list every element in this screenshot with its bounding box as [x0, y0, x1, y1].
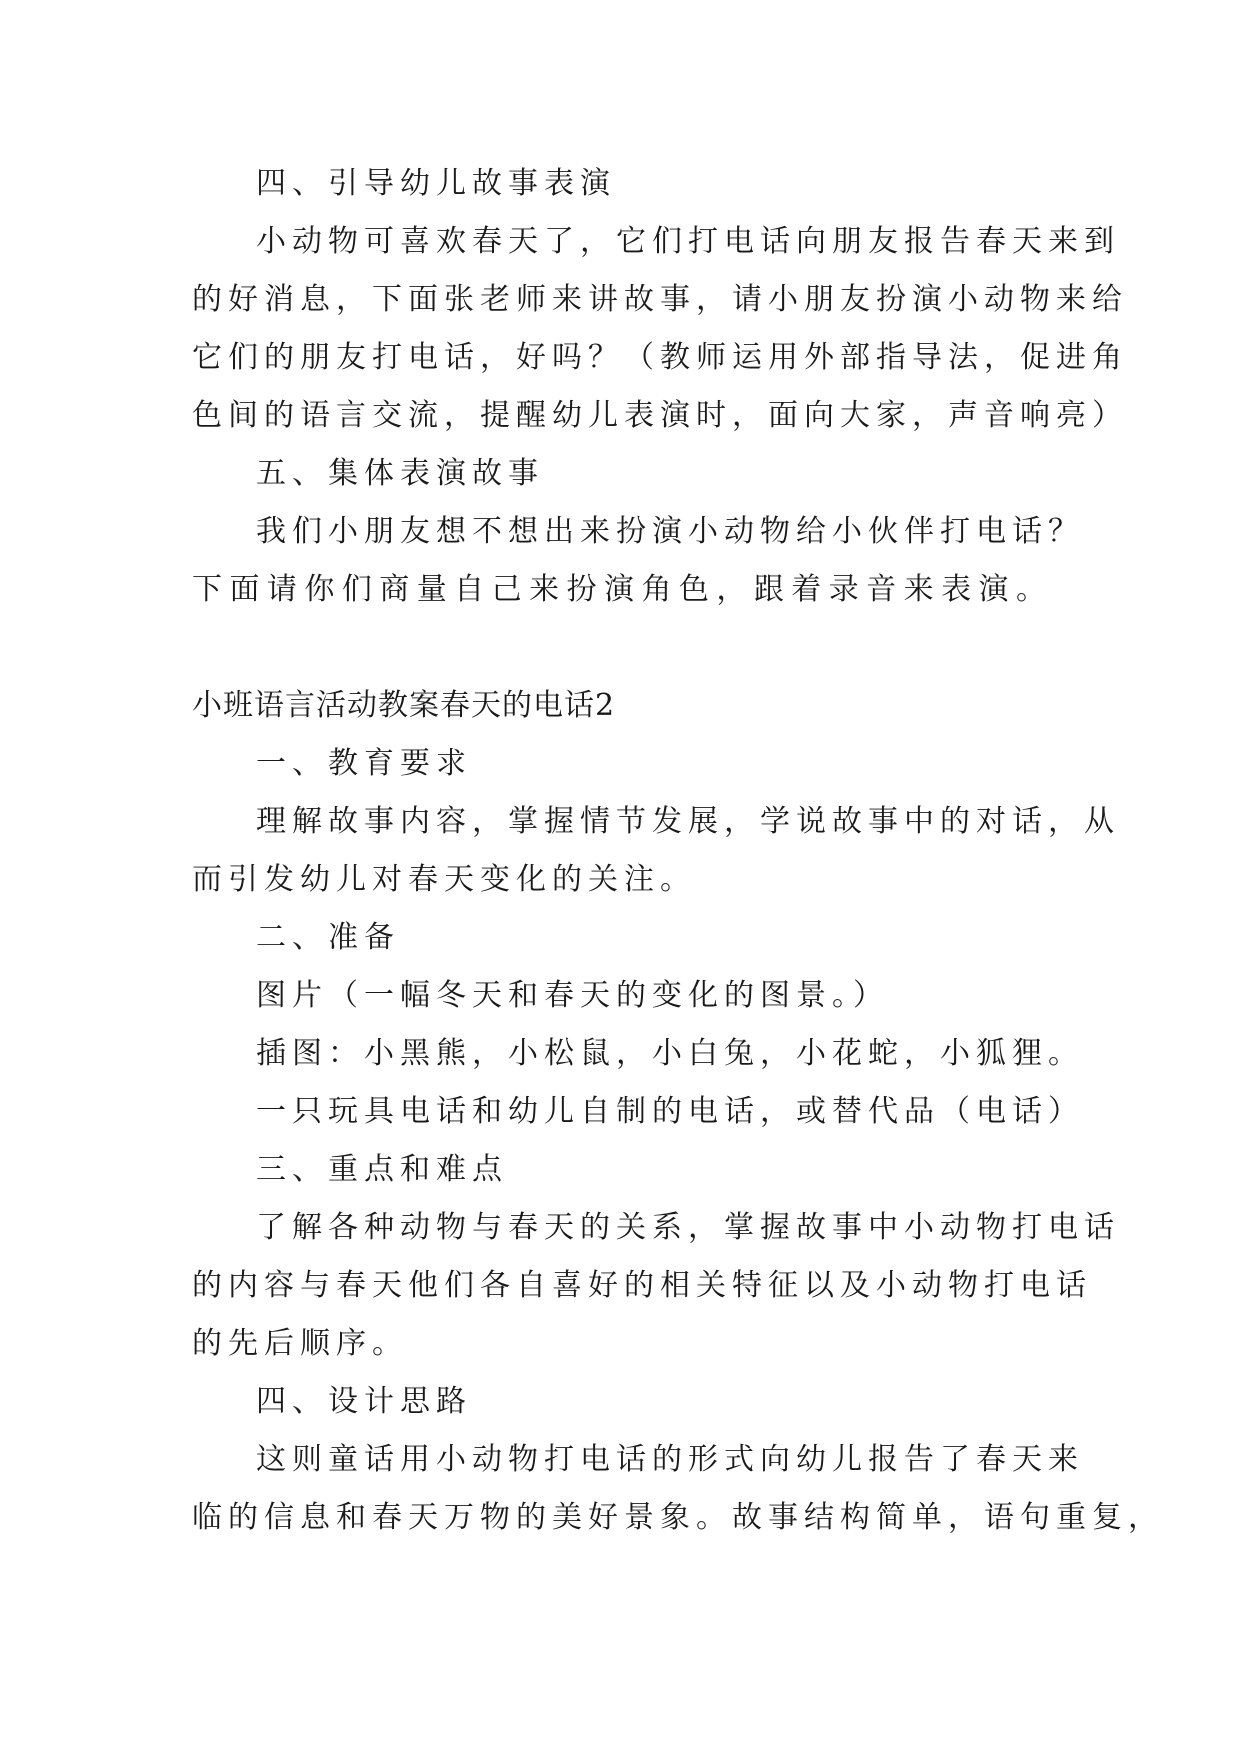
- section-heading-2-preparation: 二、准备: [256, 920, 400, 955]
- section-heading-4-story-performance: 四、引导幼儿故事表演: [256, 166, 616, 201]
- paragraph-line: 下面请你们商量自己来扮演角色，跟着录音来表演。: [192, 572, 1052, 607]
- paragraph-line: 的先后顺序。: [192, 1326, 408, 1361]
- paragraph-line: 了解各种动物与春天的关系，掌握故事中小动物打电话: [256, 1210, 1120, 1245]
- paragraph-line: 的好消息，下面张老师来讲故事，请小朋友扮演小动物来给: [192, 282, 1128, 317]
- paragraph-line: 我们小朋友想不想出来扮演小动物给小伙伴打电话？: [256, 514, 1084, 549]
- paragraph-line: 临的信息和春天万物的美好景象。故事结构简单，语句重复，: [192, 1500, 1164, 1535]
- paragraph-line: 小动物可喜欢春天了，它们打电话向朋友报告春天来到: [256, 224, 1120, 259]
- paragraph-line: 色间的语言交流，提醒幼儿表演时，面向大家，声音响亮）: [192, 398, 1128, 433]
- paragraph-line: 这则童话用小动物打电话的形式向幼儿报告了春天来: [256, 1442, 1084, 1477]
- paragraph-line: 理解故事内容，掌握情节发展，学说故事中的对话，从: [256, 804, 1120, 839]
- paragraph-line: 而引发幼儿对春天变化的关注。: [192, 862, 696, 897]
- section-heading-4-design-ideas: 四、设计思路: [256, 1384, 472, 1419]
- section-heading-5-group-performance: 五、集体表演故事: [256, 456, 544, 491]
- paragraph-line: 一只玩具电话和幼儿自制的电话，或替代品（电话）: [256, 1094, 1084, 1129]
- lesson-plan-title: 小班语言活动教案春天的电话2: [192, 688, 616, 723]
- paragraph-line: 图片（一幅冬天和春天的变化的图景。）: [256, 978, 889, 1013]
- paragraph-line: 插图：小黑熊，小松鼠，小白兔，小花蛇，小狐狸。: [256, 1036, 1084, 1071]
- paragraph-line: 的内容与春天他们各自喜好的相关特征以及小动物打电话: [192, 1268, 1092, 1303]
- section-heading-1-education-requirements: 一、教育要求: [256, 746, 472, 781]
- paragraph-line: 它们的朋友打电话，好吗？（教师运用外部指导法，促进角: [192, 340, 1128, 375]
- section-heading-3-key-points: 三、重点和难点: [256, 1152, 508, 1187]
